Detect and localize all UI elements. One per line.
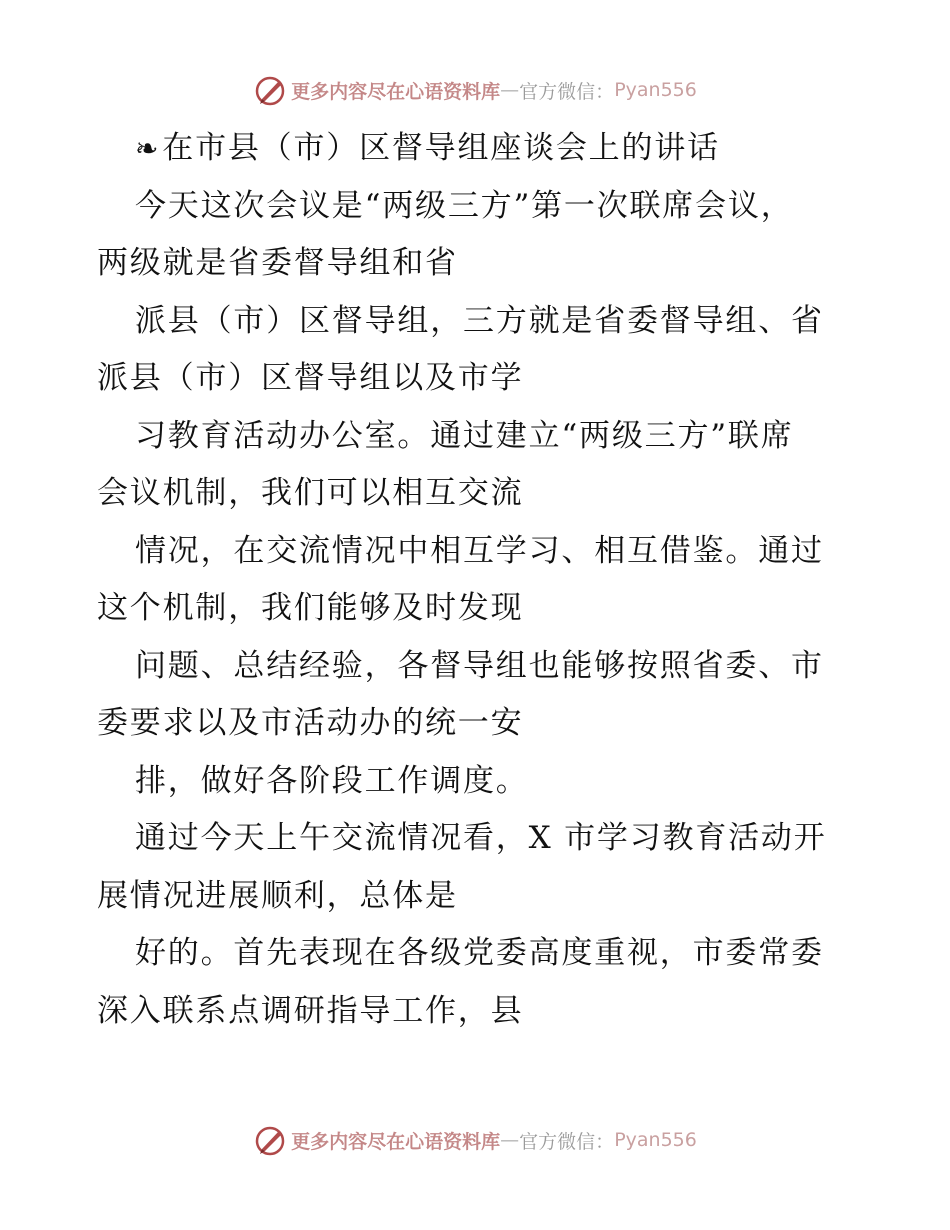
watermark-wechat-id: Pyan556 bbox=[614, 1129, 697, 1151]
leaf-ornament-icon: ❧ bbox=[135, 132, 161, 165]
text-line: 派县（市）区督导组，三方就是省委督导组、省 bbox=[135, 302, 824, 339]
pen-logo-icon bbox=[253, 1123, 287, 1157]
text-line: 两级就是省委督导组和省 bbox=[97, 245, 458, 281]
text-line: 深入联系点调研指导工作，县 bbox=[97, 992, 524, 1029]
document-title-text: 在市县（市）区督导组座谈会上的讲话 bbox=[162, 130, 720, 166]
watermark-separator: — bbox=[500, 79, 520, 101]
text-line: 排，做好各阶段工作调度。 bbox=[135, 762, 529, 799]
text-line: 展情况进展顺利，总体是 bbox=[97, 877, 458, 914]
document-title bbox=[97, 120, 857, 178]
footer-watermark bbox=[0, 1120, 950, 1160]
watermark-wechat-label: 官方微信： bbox=[519, 80, 615, 103]
text-line: 好的。首先表现在各级党委高度重视，市委常委 bbox=[135, 935, 824, 971]
text-line: 今天这次会议是“两级三方”第一次联席会议， bbox=[135, 187, 794, 224]
text-line: 问题、总结经验，各督导组也能够按照省委、市 bbox=[135, 647, 824, 684]
text-line: 情况，在交流情况中相互学习、相互借鉴。通过 bbox=[135, 532, 824, 569]
text-line: 会议机制，我们可以相互交流 bbox=[97, 475, 524, 511]
text-line: 通过今天上午交流情况看，X 市学习教育活动开 bbox=[135, 820, 827, 856]
header-watermark bbox=[0, 70, 950, 110]
watermark-wechat-id: Pyan556 bbox=[614, 79, 697, 101]
watermark-text: 更多内容尽在心语资料库 bbox=[291, 1130, 501, 1153]
text-line: 这个机制，我们能够及时发现 bbox=[97, 590, 524, 626]
pen-logo-icon bbox=[253, 73, 287, 107]
document-body bbox=[97, 120, 857, 1040]
text-line: 委要求以及市活动办的统一安 bbox=[97, 705, 524, 741]
text-line: 习教育活动办公室。通过建立“两级三方”联席 bbox=[135, 417, 794, 454]
watermark-wechat-label: 官方微信： bbox=[519, 1130, 615, 1153]
paragraph-lines bbox=[97, 178, 857, 1041]
text-line: 派县（市）区督导组以及市学 bbox=[97, 360, 524, 396]
watermark-text: 更多内容尽在心语资料库 bbox=[291, 80, 501, 103]
watermark-separator: — bbox=[500, 1129, 520, 1151]
